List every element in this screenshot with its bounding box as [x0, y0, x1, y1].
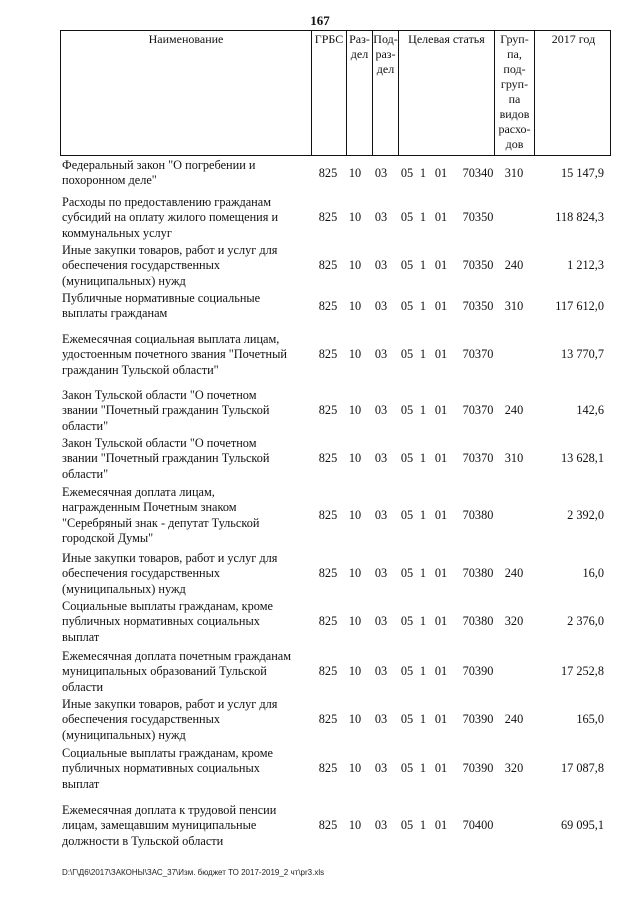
subprogram-cell: 1 — [419, 566, 427, 581]
event-cell: 01 — [434, 508, 448, 523]
program-cell: 05 — [400, 210, 414, 225]
table-row — [60, 599, 620, 645]
file-path-footer: D:\Г\Д6\2017\ЗАКОНЫ\ЗАС_37\Изм. бюджет ТО 2017-2019_2 чт\pr3.xls — [62, 868, 325, 877]
subprogram-cell: 1 — [419, 403, 427, 418]
podrazdel-cell: 03 — [374, 165, 388, 180]
table-row — [60, 388, 620, 434]
row-name: Ежемесячная доплата к трудовой пенсии лицам, замещавшим муниципальные должности в Тульской области — [62, 803, 277, 848]
grbs-cell: 825 — [318, 165, 338, 180]
row-name: Публичные нормативные социальные выплаты гражданам — [62, 291, 261, 321]
subprogram-cell: 1 — [419, 818, 427, 833]
podrazdel-cell: 03 — [374, 451, 388, 466]
grbs-cell: 825 — [318, 298, 338, 313]
table-row — [60, 332, 620, 378]
program-cell: 05 — [400, 508, 414, 523]
razdel-cell: 10 — [348, 210, 362, 225]
direction-cell: 70370 — [462, 451, 494, 466]
page-number: 167 — [310, 13, 330, 28]
event-cell: 01 — [434, 451, 448, 466]
header-podrazdel: Под- раз- дел — [373, 31, 399, 155]
subprogram-cell: 1 — [419, 298, 427, 313]
podrazdel-cell: 03 — [374, 210, 388, 225]
amount-2017-cell: 17 087,8 — [560, 761, 604, 776]
amount-2017-cell: 16,0 — [582, 566, 604, 581]
amount-2017-cell: 118 824,3 — [555, 210, 604, 225]
amount-2017-cell: 2 376,0 — [567, 614, 604, 629]
subprogram-cell: 1 — [419, 508, 427, 523]
program-cell: 05 — [400, 451, 414, 466]
table-row — [60, 436, 620, 482]
program-cell: 05 — [400, 403, 414, 418]
expense-type-cell: 320 — [504, 614, 524, 629]
razdel-cell: 10 — [348, 664, 362, 679]
direction-cell: 70390 — [462, 712, 494, 727]
expense-type-cell: 240 — [504, 712, 524, 727]
event-cell: 01 — [434, 210, 448, 225]
direction-cell: 70380 — [462, 508, 494, 523]
direction-cell: 70370 — [462, 403, 494, 418]
row-name: Закон Тульской области "О почетном звании "Почетный гражданин Тульской области" — [62, 388, 270, 433]
subprogram-cell: 1 — [419, 347, 427, 362]
podrazdel-cell: 03 — [374, 566, 388, 581]
table-row — [60, 746, 620, 792]
program-cell: 05 — [400, 761, 414, 776]
table-row — [60, 243, 620, 289]
row-name: Закон Тульской области "О почетном звании "Почетный гражданин Тульской области" — [62, 436, 270, 481]
program-cell: 05 — [400, 664, 414, 679]
grbs-cell: 825 — [318, 403, 338, 418]
razdel-cell: 10 — [348, 451, 362, 466]
grbs-cell: 825 — [318, 258, 338, 273]
row-name: Иные закупки товаров, работ и услуг для обеспечения государственных (муниципальных) нужд — [62, 697, 278, 742]
amount-2017-cell: 142,6 — [576, 403, 604, 418]
table-row — [60, 485, 620, 547]
expense-type-cell: 240 — [504, 258, 524, 273]
podrazdel-cell: 03 — [374, 508, 388, 523]
grbs-cell: 825 — [318, 451, 338, 466]
header-grbs: ГРБС — [312, 31, 347, 155]
direction-cell: 70370 — [462, 347, 494, 362]
row-name: Федеральный закон "О погребении и похоронном деле" — [62, 158, 256, 188]
event-cell: 01 — [434, 566, 448, 581]
podrazdel-cell: 03 — [374, 298, 388, 313]
row-name: Ежемесячная доплата почетным гражданам муниципальных образований Тульской области — [62, 649, 292, 694]
direction-cell: 70350 — [462, 298, 494, 313]
razdel-cell: 10 — [348, 761, 362, 776]
grbs-cell: 825 — [318, 664, 338, 679]
subprogram-cell: 1 — [419, 210, 427, 225]
grbs-cell: 825 — [318, 210, 338, 225]
table-row — [60, 803, 620, 849]
program-cell: 05 — [400, 165, 414, 180]
subprogram-cell: 1 — [419, 614, 427, 629]
amount-2017-cell: 13 770,7 — [560, 347, 604, 362]
grbs-cell: 825 — [318, 761, 338, 776]
amount-2017-cell: 17 252,8 — [560, 664, 604, 679]
amount-2017-cell: 15 147,9 — [560, 165, 604, 180]
razdel-cell: 10 — [348, 347, 362, 362]
direction-cell: 70380 — [462, 614, 494, 629]
row-name: Социальные выплаты гражданам, кроме публичных нормативных социальных выплат — [62, 746, 273, 791]
direction-cell: 70350 — [462, 258, 494, 273]
razdel-cell: 10 — [348, 258, 362, 273]
subprogram-cell: 1 — [419, 258, 427, 273]
table-row — [60, 158, 620, 189]
event-cell: 01 — [434, 614, 448, 629]
row-name: Ежемесячная доплата лицам, награжденным Почетным знаком "Серебряный знак - депутат Тульской городской Думы" — [62, 485, 260, 546]
expense-type-cell: 320 — [504, 761, 524, 776]
table-row — [60, 697, 620, 743]
subprogram-cell: 1 — [419, 165, 427, 180]
program-cell: 05 — [400, 258, 414, 273]
amount-2017-cell: 2 392,0 — [567, 508, 604, 523]
razdel-cell: 10 — [348, 165, 362, 180]
table-row — [60, 551, 620, 597]
razdel-cell: 10 — [348, 298, 362, 313]
razdel-cell: 10 — [348, 712, 362, 727]
program-cell: 05 — [400, 818, 414, 833]
grbs-cell: 825 — [318, 712, 338, 727]
amount-2017-cell: 1 212,3 — [567, 258, 604, 273]
amount-2017-cell: 117 612,0 — [555, 298, 604, 313]
podrazdel-cell: 03 — [374, 664, 388, 679]
program-cell: 05 — [400, 566, 414, 581]
podrazdel-cell: 03 — [374, 614, 388, 629]
row-name: Расходы по предоставлению гражданам субсидий на оплату жилого помещения и коммунальных услуг — [62, 195, 279, 240]
amount-2017-cell: 69 095,1 — [560, 818, 604, 833]
podrazdel-cell: 03 — [374, 347, 388, 362]
podrazdel-cell: 03 — [374, 403, 388, 418]
header-year: 2017 год — [551, 32, 596, 46]
program-cell: 05 — [400, 614, 414, 629]
table-row — [60, 195, 620, 241]
razdel-cell: 10 — [348, 566, 362, 581]
direction-cell: 70390 — [462, 664, 494, 679]
program-cell: 05 — [400, 712, 414, 727]
grbs-cell: 825 — [318, 566, 338, 581]
program-cell: 05 — [400, 347, 414, 362]
expense-type-cell: 240 — [504, 403, 524, 418]
direction-cell: 70340 — [462, 165, 494, 180]
direction-cell: 70350 — [462, 210, 494, 225]
podrazdel-cell: 03 — [374, 761, 388, 776]
razdel-cell: 10 — [348, 614, 362, 629]
event-cell: 01 — [434, 664, 448, 679]
expense-type-cell: 310 — [504, 165, 524, 180]
subprogram-cell: 1 — [419, 664, 427, 679]
direction-cell: 70400 — [462, 818, 494, 833]
subprogram-cell: 1 — [419, 761, 427, 776]
podrazdel-cell: 03 — [374, 712, 388, 727]
event-cell: 01 — [434, 761, 448, 776]
event-cell: 01 — [434, 403, 448, 418]
event-cell: 01 — [434, 258, 448, 273]
program-cell: 05 — [400, 298, 414, 313]
row-name: Иные закупки товаров, работ и услуг для обеспечения государственных (муниципальных) нужд — [62, 551, 278, 596]
header-razdel: Раз- дел — [347, 31, 373, 155]
podrazdel-cell: 03 — [374, 258, 388, 273]
amount-2017-cell: 165,0 — [576, 712, 604, 727]
table-row — [60, 291, 620, 322]
row-name: Ежемесячная социальная выплата лицам, удостоенным почетного звания "Почетный гражданин Тульской области" — [62, 332, 287, 377]
razdel-cell: 10 — [348, 818, 362, 833]
event-cell: 01 — [434, 712, 448, 727]
event-cell: 01 — [434, 165, 448, 180]
table-row — [60, 649, 620, 695]
expense-type-cell: 310 — [504, 451, 524, 466]
subprogram-cell: 1 — [419, 712, 427, 727]
razdel-cell: 10 — [348, 403, 362, 418]
header-name: Наименование — [61, 31, 312, 155]
row-name: Иные закупки товаров, работ и услуг для обеспечения государственных (муниципальных) нужд — [62, 243, 278, 288]
grbs-cell: 825 — [318, 614, 338, 629]
direction-cell: 70380 — [462, 566, 494, 581]
event-cell: 01 — [434, 298, 448, 313]
row-name: Социальные выплаты гражданам, кроме публичных нормативных социальных выплат — [62, 599, 273, 644]
event-cell: 01 — [434, 347, 448, 362]
podrazdel-cell: 03 — [374, 818, 388, 833]
subprogram-cell: 1 — [419, 451, 427, 466]
table-header — [60, 30, 611, 156]
expense-type-cell: 240 — [504, 566, 524, 581]
amount-2017-cell: 13 628,1 — [560, 451, 604, 466]
grbs-cell: 825 — [318, 818, 338, 833]
direction-cell: 70390 — [462, 761, 494, 776]
header-group: Груп- па, под- груп- па видов расхо- дов — [495, 31, 535, 155]
razdel-cell: 10 — [348, 508, 362, 523]
event-cell: 01 — [434, 818, 448, 833]
grbs-cell: 825 — [318, 508, 338, 523]
expense-type-cell: 310 — [504, 298, 524, 313]
header-target-article: Целевая статья — [399, 31, 495, 155]
grbs-cell: 825 — [318, 347, 338, 362]
